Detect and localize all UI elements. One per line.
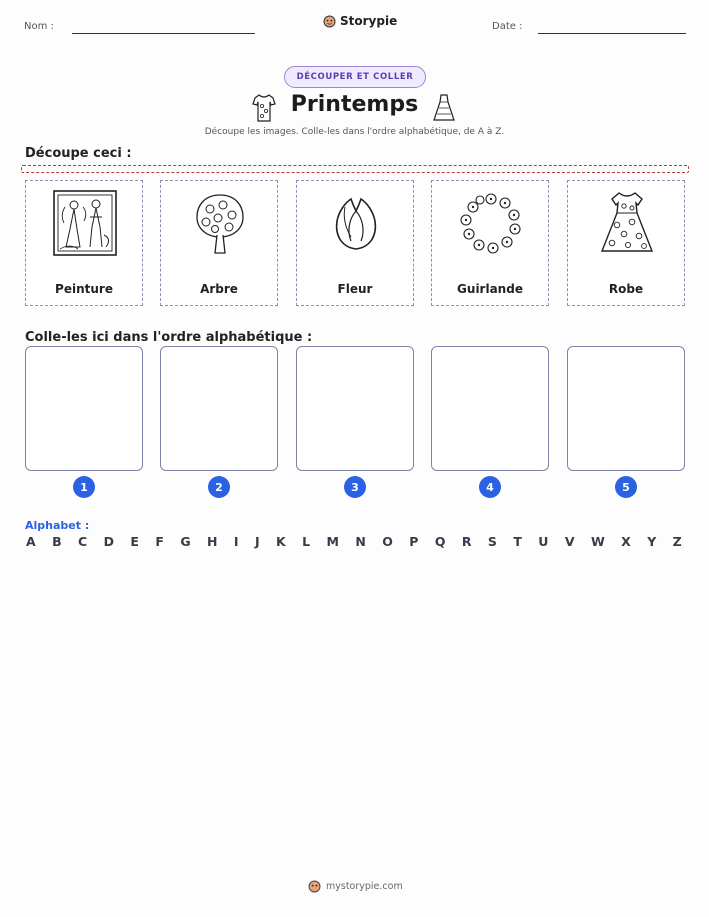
alphabet-letter: V bbox=[564, 534, 575, 549]
alphabet-letter: H bbox=[207, 534, 218, 549]
instructions: Découpe les images. Colle-les dans l'ordre alphabétique, de A à Z. bbox=[204, 127, 505, 137]
brand-name: Storypie bbox=[340, 14, 398, 28]
paste-box-2[interactable] bbox=[160, 346, 278, 471]
paste-box-5[interactable] bbox=[567, 346, 685, 471]
dress-deco-icon bbox=[431, 92, 457, 124]
footer bbox=[308, 880, 403, 893]
alphabet-letter: R bbox=[461, 534, 472, 549]
cut-card-tree[interactable] bbox=[160, 180, 278, 306]
alphabet-letter: Y bbox=[647, 534, 657, 549]
storypie-mascot-icon bbox=[308, 880, 321, 893]
alphabet-title: Alphabet : bbox=[25, 519, 90, 532]
alphabet-letter: G bbox=[180, 534, 191, 549]
alphabet-letter: N bbox=[355, 534, 366, 549]
paste-section-title: Colle-les ici dans l'ordre alphabétique : bbox=[25, 330, 313, 345]
cut-card-painting[interactable] bbox=[25, 180, 143, 306]
alphabet-letter: B bbox=[52, 534, 62, 549]
alphabet-letter: U bbox=[538, 534, 549, 549]
card-label: Guirlande bbox=[457, 282, 523, 296]
paste-box-3[interactable] bbox=[296, 346, 414, 471]
footer-url: mystorypie.com bbox=[326, 881, 403, 892]
brand-logo bbox=[323, 14, 397, 28]
tree-icon bbox=[185, 189, 255, 259]
alphabet-letter: M bbox=[326, 534, 339, 549]
name-label: Nom : bbox=[24, 21, 54, 32]
alphabet-letter: C bbox=[78, 534, 88, 549]
alphabet-letter: D bbox=[103, 534, 115, 549]
storypie-mascot-icon bbox=[323, 15, 336, 28]
alphabet-letter: F bbox=[155, 534, 164, 549]
alphabet-letter: O bbox=[382, 534, 393, 549]
alphabet-letter: A bbox=[26, 534, 36, 549]
alphabet-letter: I bbox=[233, 534, 239, 549]
date-label: Date : bbox=[492, 21, 523, 32]
alphabet-letter: K bbox=[276, 534, 286, 549]
alphabet-letter: T bbox=[513, 534, 522, 549]
flower-icon bbox=[321, 189, 391, 259]
alphabet-letter: J bbox=[254, 534, 260, 549]
paste-box-4[interactable] bbox=[431, 346, 549, 471]
date-line bbox=[538, 33, 686, 34]
alphabet-letter: L bbox=[302, 534, 311, 549]
paste-box-1[interactable] bbox=[25, 346, 143, 471]
number-badge: 5 bbox=[615, 476, 637, 498]
card-label: Peinture bbox=[55, 282, 113, 296]
alphabet-letter: Q bbox=[434, 534, 446, 549]
alphabet-letter: S bbox=[487, 534, 497, 549]
activity-badge: DÉCOUPER ET COLLER bbox=[284, 66, 426, 88]
cut-card-dress[interactable] bbox=[567, 180, 685, 306]
cut-card-wreath[interactable] bbox=[431, 180, 549, 306]
number-badge: 2 bbox=[208, 476, 230, 498]
wreath-icon bbox=[456, 189, 526, 259]
card-label: Fleur bbox=[337, 282, 373, 296]
alphabet-letter: E bbox=[130, 534, 139, 549]
cut-card-flower[interactable] bbox=[296, 180, 414, 306]
cut-section-title: Découpe ceci : bbox=[25, 146, 132, 161]
painting-icon bbox=[50, 189, 120, 259]
alphabet-row bbox=[26, 534, 682, 549]
dress-icon bbox=[592, 189, 662, 259]
number-badge: 4 bbox=[479, 476, 501, 498]
number-badge: 1 bbox=[73, 476, 95, 498]
cut-line bbox=[21, 165, 689, 173]
card-label: Arbre bbox=[200, 282, 238, 296]
number-badge: 3 bbox=[344, 476, 366, 498]
alphabet-letter: W bbox=[590, 534, 605, 549]
alphabet-letter: X bbox=[621, 534, 631, 549]
page-title: Printemps bbox=[290, 92, 419, 117]
card-label: Robe bbox=[608, 282, 644, 296]
alphabet-letter: Z bbox=[672, 534, 682, 549]
name-line bbox=[72, 33, 255, 34]
alphabet-letter: P bbox=[409, 534, 419, 549]
